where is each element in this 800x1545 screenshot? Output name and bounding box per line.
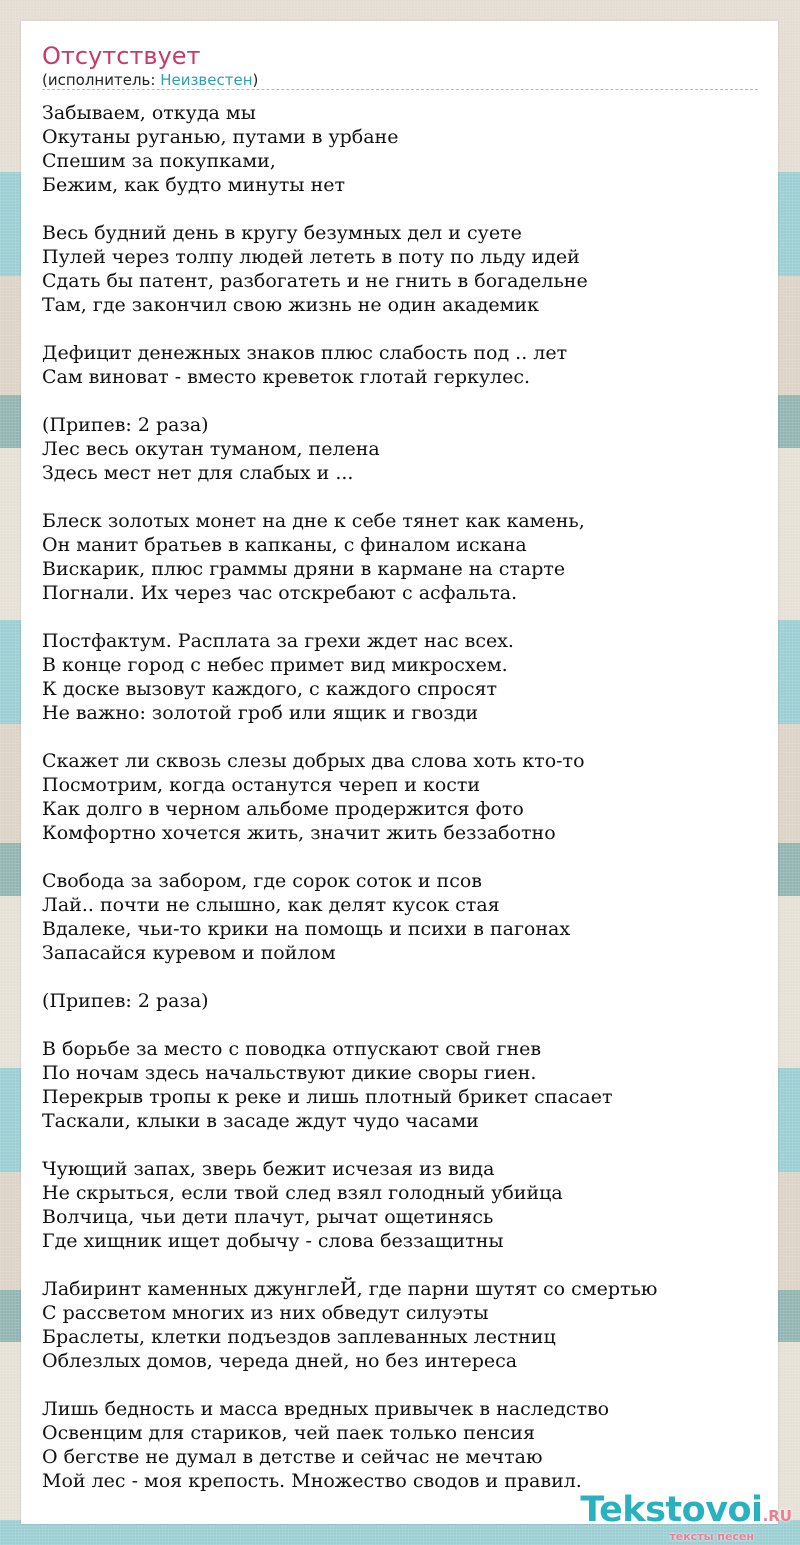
lyric-line: Волчица, чьи дети плачут, рычат ощетинясь (42, 1206, 494, 1228)
song-title: Отсутствует (42, 42, 201, 70)
lyric-line: Таскали, клыки в засаде ждут чудо часами (42, 1110, 479, 1132)
lyric-line: О бегстве не думал в детстве и сейчас не мечтаю (42, 1446, 543, 1468)
lyric-line: Дефицит денежных знаков плюс слабость под .. лет (42, 342, 568, 364)
lyric-line: Лабиринт каменных джунглеЙ, где парни шутят со смертью (42, 1278, 658, 1300)
lyric-line: Лай.. почти не слышно, как делят кусок стая (42, 894, 500, 916)
lyric-line: Как долго в черном альбоме продержится фото (42, 798, 524, 820)
site-tagline: тексты песен (669, 1530, 754, 1543)
site-logo-tld: .RU (762, 1507, 792, 1525)
lyric-blank-line (42, 965, 758, 989)
lyric-line: В конце город с небес примет вид микросхем. (42, 654, 508, 676)
lyric-line: Блеск золотых монет на дне к себе тянет как камень, (42, 510, 585, 532)
lyric-line: Посмотрим, когда останутся череп и кости (42, 774, 481, 796)
lyric-line: Там, где закончил свою жизнь не один академик (42, 294, 539, 316)
site-logo (580, 1491, 792, 1535)
lyric-line: Пулей через толпу людей лететь в поту по льду идей (42, 246, 580, 268)
lyric-line: Браслеты, клетки подъездов заплеванных лестниц (42, 1326, 556, 1348)
lyric-line: Комфортно хочется жить, значит жить беззаботно (42, 822, 556, 844)
lyric-blank-line (42, 1133, 758, 1157)
lyric-line: Скажет ли сквозь слезы добрых два слова хоть кто-то (42, 750, 585, 772)
lyric-blank-line (42, 317, 758, 341)
lyric-blank-line (42, 485, 758, 509)
artist-prefix: (исполнитель: (42, 71, 161, 89)
lyric-line: (Припев: 2 раза) (42, 414, 209, 436)
lyric-line: Мой лес - моя крепость. Множество сводов и правил. (42, 1470, 582, 1492)
lyric-blank-line (42, 605, 758, 629)
lyrics-text (42, 101, 758, 1493)
lyric-blank-line (42, 1013, 758, 1037)
lyric-blank-line (42, 1253, 758, 1277)
artist-suffix: ) (252, 71, 259, 89)
lyric-line: В борьбе за место с поводка отпускают свой гнев (42, 1038, 542, 1060)
lyric-line: Свобода за забором, где сорок соток и псов (42, 870, 482, 892)
lyric-line: Постфактум. Расплата за грехи ждет нас всех. (42, 630, 514, 652)
lyric-blank-line (42, 1373, 758, 1397)
lyric-line: Сам виноват - вместо креветок глотай геркулес. (42, 366, 531, 388)
lyric-line: (Припев: 2 раза) (42, 990, 209, 1012)
lyric-line: Лишь бедность и масса вредных привычек в наследство (42, 1398, 610, 1420)
lyric-line: Здесь мест нет для слабых и ... (42, 462, 354, 484)
site-watermark (580, 1491, 792, 1543)
lyric-line: Облезлых домов, череда дней, но без интереса (42, 1350, 518, 1372)
lyric-blank-line (42, 845, 758, 869)
lyric-blank-line (42, 389, 758, 413)
lyric-line: Окутаны руганью, путами в урбане (42, 126, 399, 148)
lyric-blank-line (42, 197, 758, 221)
artist-link[interactable]: Неизвестен (160, 71, 253, 89)
artist-line (42, 70, 258, 90)
lyric-line: Спешим за покупками, (42, 150, 276, 172)
lyric-line: С рассветом многих из них обведут силуэты (42, 1302, 489, 1324)
lyric-line: Вдалеке, чьи-то крики на помощь и психи в пагонах (42, 918, 571, 940)
lyric-line: Он манит братьев в капканы, с финалом искана (42, 534, 527, 556)
lyric-blank-line (42, 725, 758, 749)
lyric-line: Погнали. Их через час отскребают с асфальта. (42, 582, 518, 604)
lyric-line: Весь будний день в кругу безумных дел и суете (42, 222, 522, 244)
lyric-line: Забываем, откуда мы (42, 102, 256, 124)
lyric-line: Чующий запах, зверь бежит исчезая из вида (42, 1158, 495, 1180)
site-logo-brand: Tekstovoi (580, 1490, 763, 1530)
lyric-line: Запасайся куревом и пойлом (42, 942, 336, 964)
lyric-line: Не скрыться, если твой след взял голодный убийца (42, 1182, 563, 1204)
lyric-line: Лес весь окутан туманом, пелена (42, 438, 380, 460)
lyric-line: Перекрыв тропы к реке и лишь плотный брикет спасает (42, 1086, 613, 1108)
title-divider (42, 89, 758, 90)
lyric-line: Сдать бы патент, разбогатеть и не гнить в богадельне (42, 270, 588, 292)
lyric-line: Не важно: золотой гроб или ящик и гвозди (42, 702, 479, 724)
lyric-line: К доске вызовут каждого, с каждого спросят (42, 678, 497, 700)
lyric-line: Освенцим для стариков, чей паек только пенсия (42, 1422, 535, 1444)
lyrics-card (21, 21, 778, 1524)
lyric-line: Бежим, как будто минуты нет (42, 174, 346, 196)
lyric-line: Где хищник ищет добычу - слова беззащитны (42, 1230, 504, 1252)
lyric-line: По ночам здесь начальствуют дикие своры гиен. (42, 1062, 537, 1084)
lyric-line: Вискарик, плюс граммы дряни в кармане на старте (42, 558, 566, 580)
